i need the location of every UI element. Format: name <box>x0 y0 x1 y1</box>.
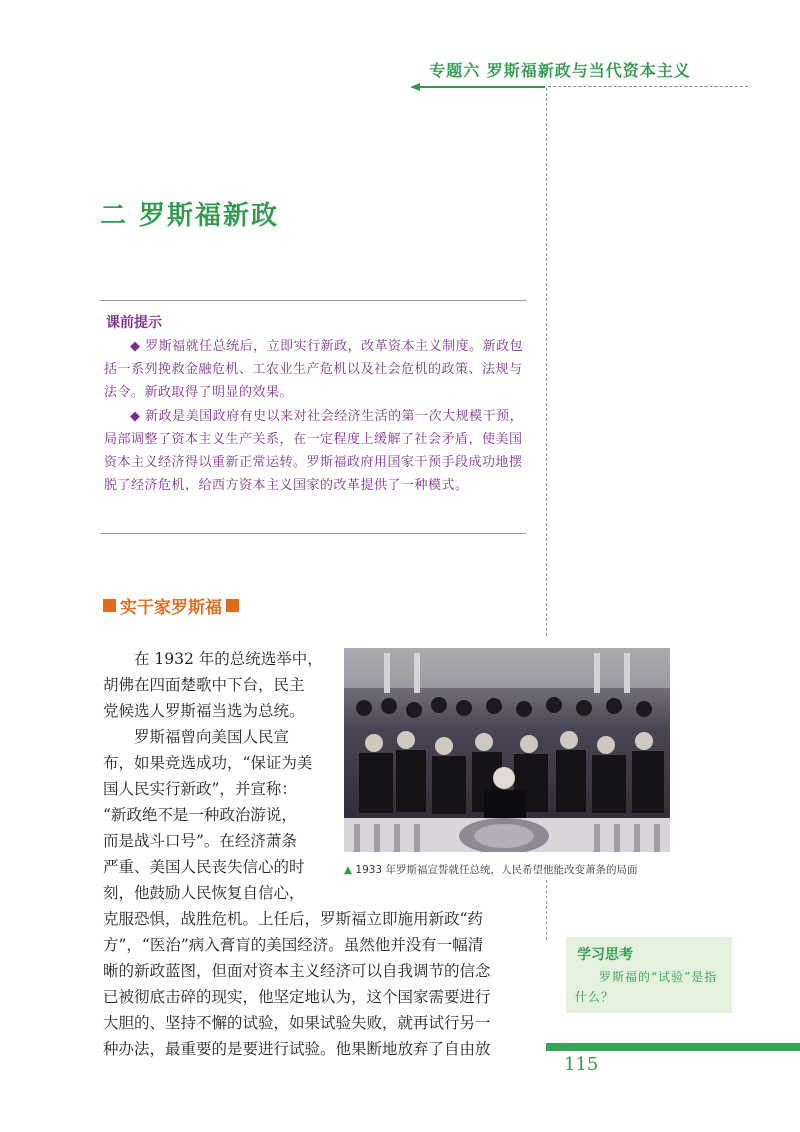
photo-caption-text: 1933 年罗斯福宣誓就任总统，人民希望他能改变萧条的局面 <box>355 864 638 876</box>
chapter-header: 专题六 罗斯福新政与当代资本主义 <box>429 61 691 80</box>
body-line: 刻，他鼓励人民恢复自信心， <box>103 884 305 902</box>
body-line: 大胆的、坚持不懈的试验，如果试验失败，就再试行另一 <box>103 1014 491 1032</box>
margin-dashed-line <box>546 88 547 636</box>
inauguration-photo <box>344 648 670 852</box>
section-title: 二 罗斯福新政 <box>100 201 280 231</box>
subsection-heading <box>103 593 239 618</box>
body-line: 在 1932 年的总统选举中， <box>103 650 323 668</box>
study-box-title: 学习思考 <box>577 947 633 963</box>
body-line: 方”，“医治”病入膏肓的美国经济。虽然他并没有一幅清 <box>103 936 484 954</box>
tip-box-bottom-rule <box>100 533 526 534</box>
body-line: 而是战斗口号”。在经济萧条 <box>103 832 297 850</box>
photo-caption <box>344 862 637 877</box>
body-line: “新政绝不是一种政治游说， <box>103 806 297 824</box>
body-line: 罗斯福曾向美国人民宣 <box>103 728 290 746</box>
body-line: 国人民实行新政”，并宣称： <box>103 780 297 798</box>
body-line: 严重、美国人民丧失信心的时 <box>103 858 305 876</box>
body-line: 种办法，最重要的是要进行试验。他果断地放弃了自由放 <box>103 1040 491 1058</box>
study-box-question: 罗斯福的“试验”是指什么？ <box>575 970 718 1004</box>
tip-heading: 课前提示 <box>106 315 162 331</box>
footer-bar <box>546 1043 800 1051</box>
body-line: 已被彻底击碎的现实，他坚定地认为，这个国家需要进行 <box>103 988 491 1006</box>
header-arrow-icon <box>410 82 545 92</box>
triangle-marker-icon: ▲ <box>344 864 353 876</box>
square-bullet-icon <box>226 599 239 612</box>
tip-box-top-rule <box>100 300 526 301</box>
page-number: 115 <box>564 1054 599 1075</box>
body-line: 党候选人罗斯福当选为总统。 <box>103 702 305 720</box>
body-line: 克服恐惧，战胜危机。上任后，罗斯福立即施用新政“药 <box>103 910 483 928</box>
subsection-heading-label: 实干家罗斯福 <box>120 598 222 618</box>
body-line: 胡佛在四面楚歌中下台，民主 <box>103 676 305 694</box>
tip-paragraph-1: ◆ 罗斯福就任总统后，立即实行新政，改革资本主义制度。新政包括一系列挽救金融危机、工农业生产危机以及社会危机的政策、法规与法令。新政取得了明显的效果。 <box>104 339 524 400</box>
margin-dashed-line-lower <box>546 880 547 940</box>
square-bullet-icon <box>103 599 116 612</box>
body-line: 晰的新政蓝图，但面对资本主义经济可以自我调节的信念 <box>103 962 491 980</box>
tip-paragraph-2: ◆ 新政是美国政府有史以来对社会经济生活的第一次大规模干预，局部调整了资本主义生产关系，在一定程度上缓解了社会矛盾，使美国资本主义经济得以重新正常运转。罗斯福政府用国家干预手段成功地摆脱了经济危机，给西方资本主义国家的改革提供了一种模式。 <box>104 409 524 493</box>
header-dashed-rule <box>548 86 748 87</box>
body-line: 布，如果竞选成功，“保证为美 <box>103 754 313 772</box>
